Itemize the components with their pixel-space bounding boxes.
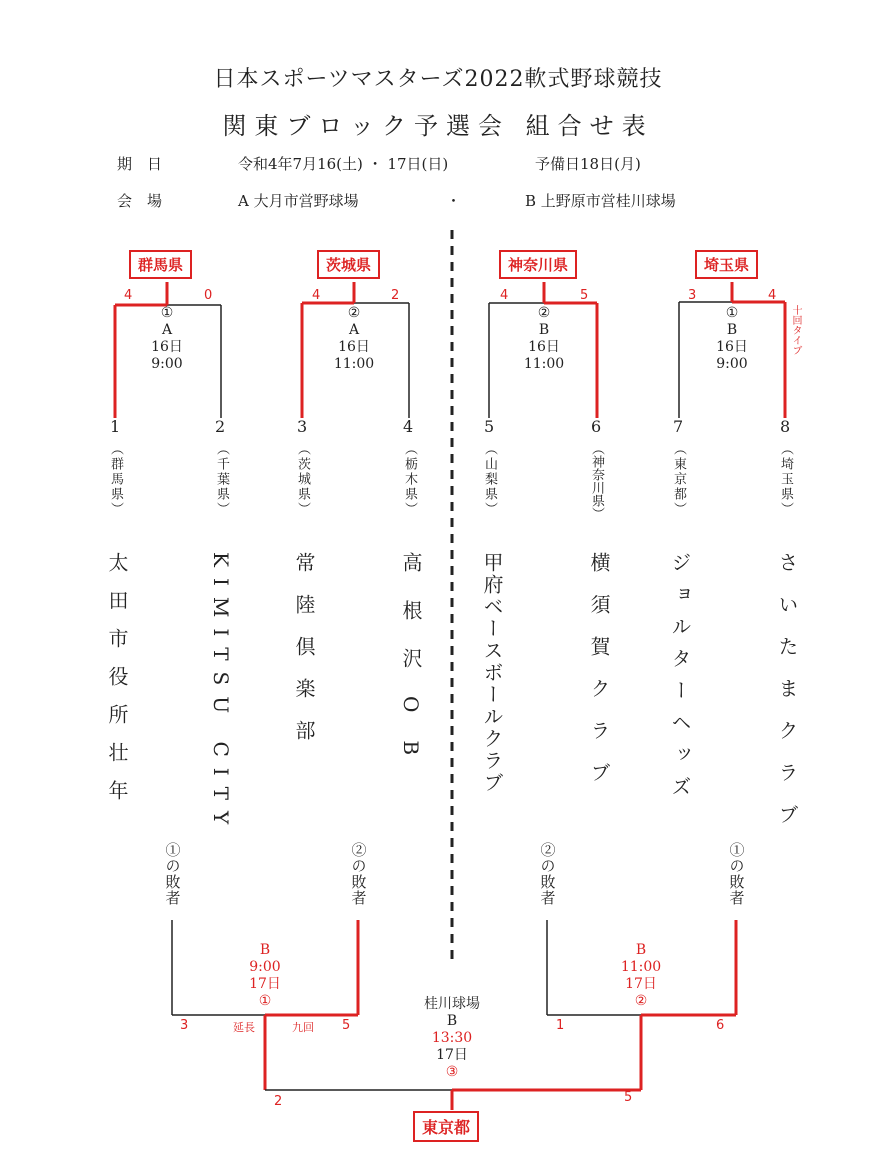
loser-label-2	[338, 842, 378, 906]
venue-a: A 大月市営野球場	[238, 192, 359, 210]
winner-box: 東京都	[413, 1111, 479, 1142]
team-7-name: ジョルターヘッズ	[668, 552, 692, 808]
venue-separator: ・	[446, 192, 462, 210]
sr2-score-left: 1	[556, 1018, 565, 1033]
loser-3-text: ②の敗者	[538, 842, 557, 906]
sr2-time: 11:00	[620, 959, 662, 975]
g1-game-number: ①	[160, 305, 174, 321]
sr1-game-number: ①	[258, 993, 272, 1009]
final-score-right: 5	[624, 1090, 633, 1105]
final-court: B	[446, 1013, 458, 1029]
g1-time: 9:00	[151, 356, 183, 372]
g1-day: 16日	[151, 339, 183, 355]
sr1-time: 9:00	[249, 959, 281, 975]
sr2-game-number: ②	[634, 993, 648, 1009]
g4-game-info	[697, 305, 767, 373]
pref-box-saitama: 埼玉県	[695, 250, 758, 279]
team-8-name: さいたまクラブ	[775, 552, 799, 846]
team-2-pref: （千葉県）	[214, 442, 229, 517]
sr1-score-left: 3	[180, 1018, 189, 1033]
g2-game-number: ②	[347, 305, 361, 321]
pref-box-kanagawa: 神奈川県	[499, 250, 577, 279]
team-8-number: 8	[780, 417, 791, 436]
g2-score-left: 4	[312, 288, 321, 303]
loser-label-4	[716, 842, 756, 906]
sr1-day: 17日	[249, 976, 281, 992]
sr1-note-extra: 延長	[233, 1021, 255, 1034]
team-2-name: KIMITSU CITY	[209, 552, 233, 836]
team-1-number: 1	[110, 417, 121, 436]
sr1-note-inning: 九回	[292, 1021, 314, 1034]
g4-score-left: 3	[688, 288, 697, 303]
g3-score-left: 4	[500, 288, 509, 303]
team-6-pref: （神奈川県）	[589, 442, 604, 520]
title-line2: 関東ブロック予選会 組合せ表	[222, 112, 654, 140]
sr1-court: B	[259, 942, 271, 958]
sr1-game-info	[230, 942, 300, 1010]
team-1-pref: （群馬県）	[108, 442, 123, 517]
sr2-day: 17日	[625, 976, 657, 992]
g1-score-right: 0	[204, 288, 213, 303]
g4-game-number: ①	[725, 305, 739, 321]
team-4-number: 4	[403, 417, 414, 436]
team-4-name: 高根沢OB	[399, 552, 423, 784]
team-8-pref: （埼玉県）	[778, 442, 793, 517]
g2-game-info	[319, 305, 389, 373]
team-5-name: 甲府ベースボールクラブ	[480, 552, 504, 794]
team-7-number: 7	[673, 417, 684, 436]
g4-score-right: 4	[768, 288, 777, 303]
team-3-number: 3	[297, 417, 308, 436]
final-game-number: ③	[445, 1064, 459, 1080]
pref-box-ibaraki: 茨城県	[317, 250, 380, 279]
g3-game-number: ②	[537, 305, 551, 321]
final-venue: 桂川球場	[424, 996, 480, 1012]
sr1-score-right: 5	[342, 1018, 351, 1033]
g4-day: 16日	[716, 339, 748, 355]
date-label: 期 日	[117, 155, 163, 173]
g1-score-left: 4	[124, 288, 133, 303]
team-5-pref: （山梨県）	[482, 442, 497, 517]
team-7-pref: （東京都）	[671, 442, 686, 517]
loser-2-text: ②の敗者	[349, 842, 368, 906]
loser-label-1	[152, 842, 192, 906]
team-1-name: 太田市役所壮年	[105, 552, 129, 818]
sr2-score-right: 6	[716, 1018, 725, 1033]
g1-game-info	[132, 305, 202, 373]
g3-game-info	[509, 305, 579, 373]
sr2-game-info	[606, 942, 676, 1010]
final-time: 13:30	[431, 1030, 473, 1046]
g4-court: B	[726, 322, 738, 338]
team-2-number: 2	[215, 417, 226, 436]
g2-court: A	[348, 322, 360, 338]
team-4-pref: （栃木県）	[402, 442, 417, 517]
team-6-number: 6	[591, 417, 602, 436]
final-score-left: 2	[274, 1094, 283, 1109]
loser-1-text: ①の敗者	[163, 842, 182, 906]
g3-court: B	[538, 322, 550, 338]
g1-court: A	[161, 322, 173, 338]
g2-time: 11:00	[333, 356, 375, 372]
team-3-name: 常陸倶楽部	[292, 552, 316, 762]
g3-score-right: 5	[580, 288, 589, 303]
loser-label-3	[527, 842, 567, 906]
g4-time: 9:00	[716, 356, 748, 372]
venue-label: 会 場	[117, 192, 163, 210]
final-game-info	[412, 996, 492, 1081]
g2-day: 16日	[338, 339, 370, 355]
team-5-number: 5	[484, 417, 495, 436]
team-6-name: 横須賀クラブ	[587, 552, 611, 804]
pref-box-gunma: 群馬県	[129, 250, 192, 279]
loser-4-text: ①の敗者	[727, 842, 746, 906]
title-line1: 日本スポーツマスターズ2022軟式野球競技	[213, 67, 663, 92]
venue-b: B 上野原市営桂川球場	[525, 192, 676, 210]
g3-day: 16日	[528, 339, 560, 355]
final-day: 17日	[436, 1047, 468, 1063]
g4-tiebreak-note: 十回タイブ	[790, 305, 801, 355]
sr2-court: B	[635, 942, 647, 958]
g2-score-right: 2	[391, 288, 400, 303]
reserve-date: 予備日18日(月)	[535, 155, 641, 173]
g3-time: 11:00	[523, 356, 565, 372]
date-value: 令和4年7月16(土) ・ 17日(日)	[238, 155, 449, 173]
team-3-pref: （茨城県）	[295, 442, 310, 517]
